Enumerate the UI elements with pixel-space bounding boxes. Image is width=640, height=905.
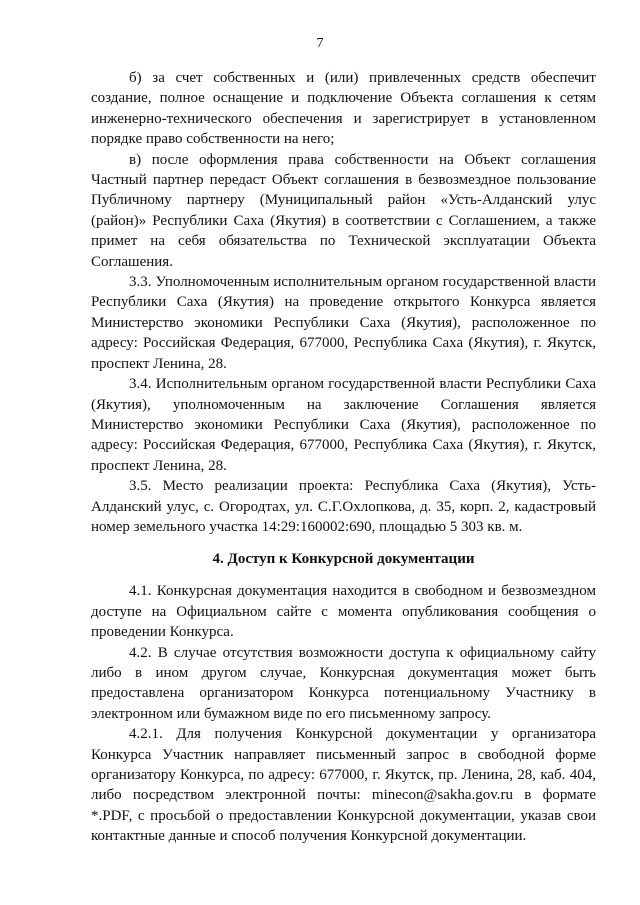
paragraph-3-2-c: в) после оформления права собственности на Объект соглашения Частный партнер передаст Объект соглашения в безвозмездное пользование Публичному партнеру (Муниципальный район «Усть-Алданский улус (район)» Республики Саха (Якутия) в соответствии с Соглашением, а также примет на себя обязательства по Технической эксплуатации Объекта Соглашения. (91, 151, 596, 270)
paragraph-3-5: 3.5. Место реализации проекта: Республика Саха (Якутия), Усть-Алданский улус, с. Огородтах, ул. С.Г.Охлопкова, д. 35, корп. 2, кадастровый номер земельного участка 14:29:160002:690, площадью 5 303 кв. м. (91, 478, 596, 535)
paragraph-4-2-1: 4.2.1. Для получения Конкурсной документации у организатора Конкурса Участник направляет письменный запрос в свободной форме организатору Конкурса, по адресу: 677000, г. Якутск, пр. Ленина, 28, каб. 404, либо посредством электронной почты: minecon@sakha.gov.ru в формате *.PDF, с просьбой о предоставлении Конкурсной документации, указав свои контактные данные и способ получения Конкурсной документации. (91, 726, 596, 845)
section-heading: 4. Доступ к Конкурсной документации (212, 551, 475, 568)
paragraph-3-2-b: б) за счет собственных и (или) привлеченных средств обеспечит создание, полное оснащение и подключение Объекта соглашения к сетям инженерно-технического обеспечения и зарегистрирует в установленном порядке право собственности на него; (91, 70, 596, 148)
page-number: 7 (316, 36, 324, 51)
paragraph-3-3: 3.3. Уполномоченным исполнительным органом государственной власти Республики Саха (Якутия) на проведение открытого Конкурса является Министерство экономики Республики Саха (Якутия), расположенное по адресу: Российская Федерация, 677000, Республика Саха (Якутия), г. Якутск, проспект Ленина, 28. (91, 274, 596, 372)
document-body (91, 68, 596, 847)
paragraph-4-1: 4.1. Конкурсная документация находится в свободном и безвозмездном доступе на Официальном сайте с момента опубликования сообщения о проведении Конкурса. (91, 583, 596, 641)
paragraph-3-4: 3.4. Исполнительным органом государственной власти Республики Саха (Якутия), уполномоченным на заключение Соглашения является Министерство экономики Республики Саха (Якутия), расположенное по адресу: Российская Федерация, 677000, Республика Саха (Якутия), г. Якутск, проспект Ленина, 28. (91, 376, 596, 474)
paragraph-4-2: 4.2. В случае отсутствия возможности доступа к официальному сайту либо в ином другом случае, Конкурсная документация может быть предоставлена организатором Конкурса потенциальному Участнику в электронном или бумажном виде по его письменному запросу. (91, 644, 596, 722)
